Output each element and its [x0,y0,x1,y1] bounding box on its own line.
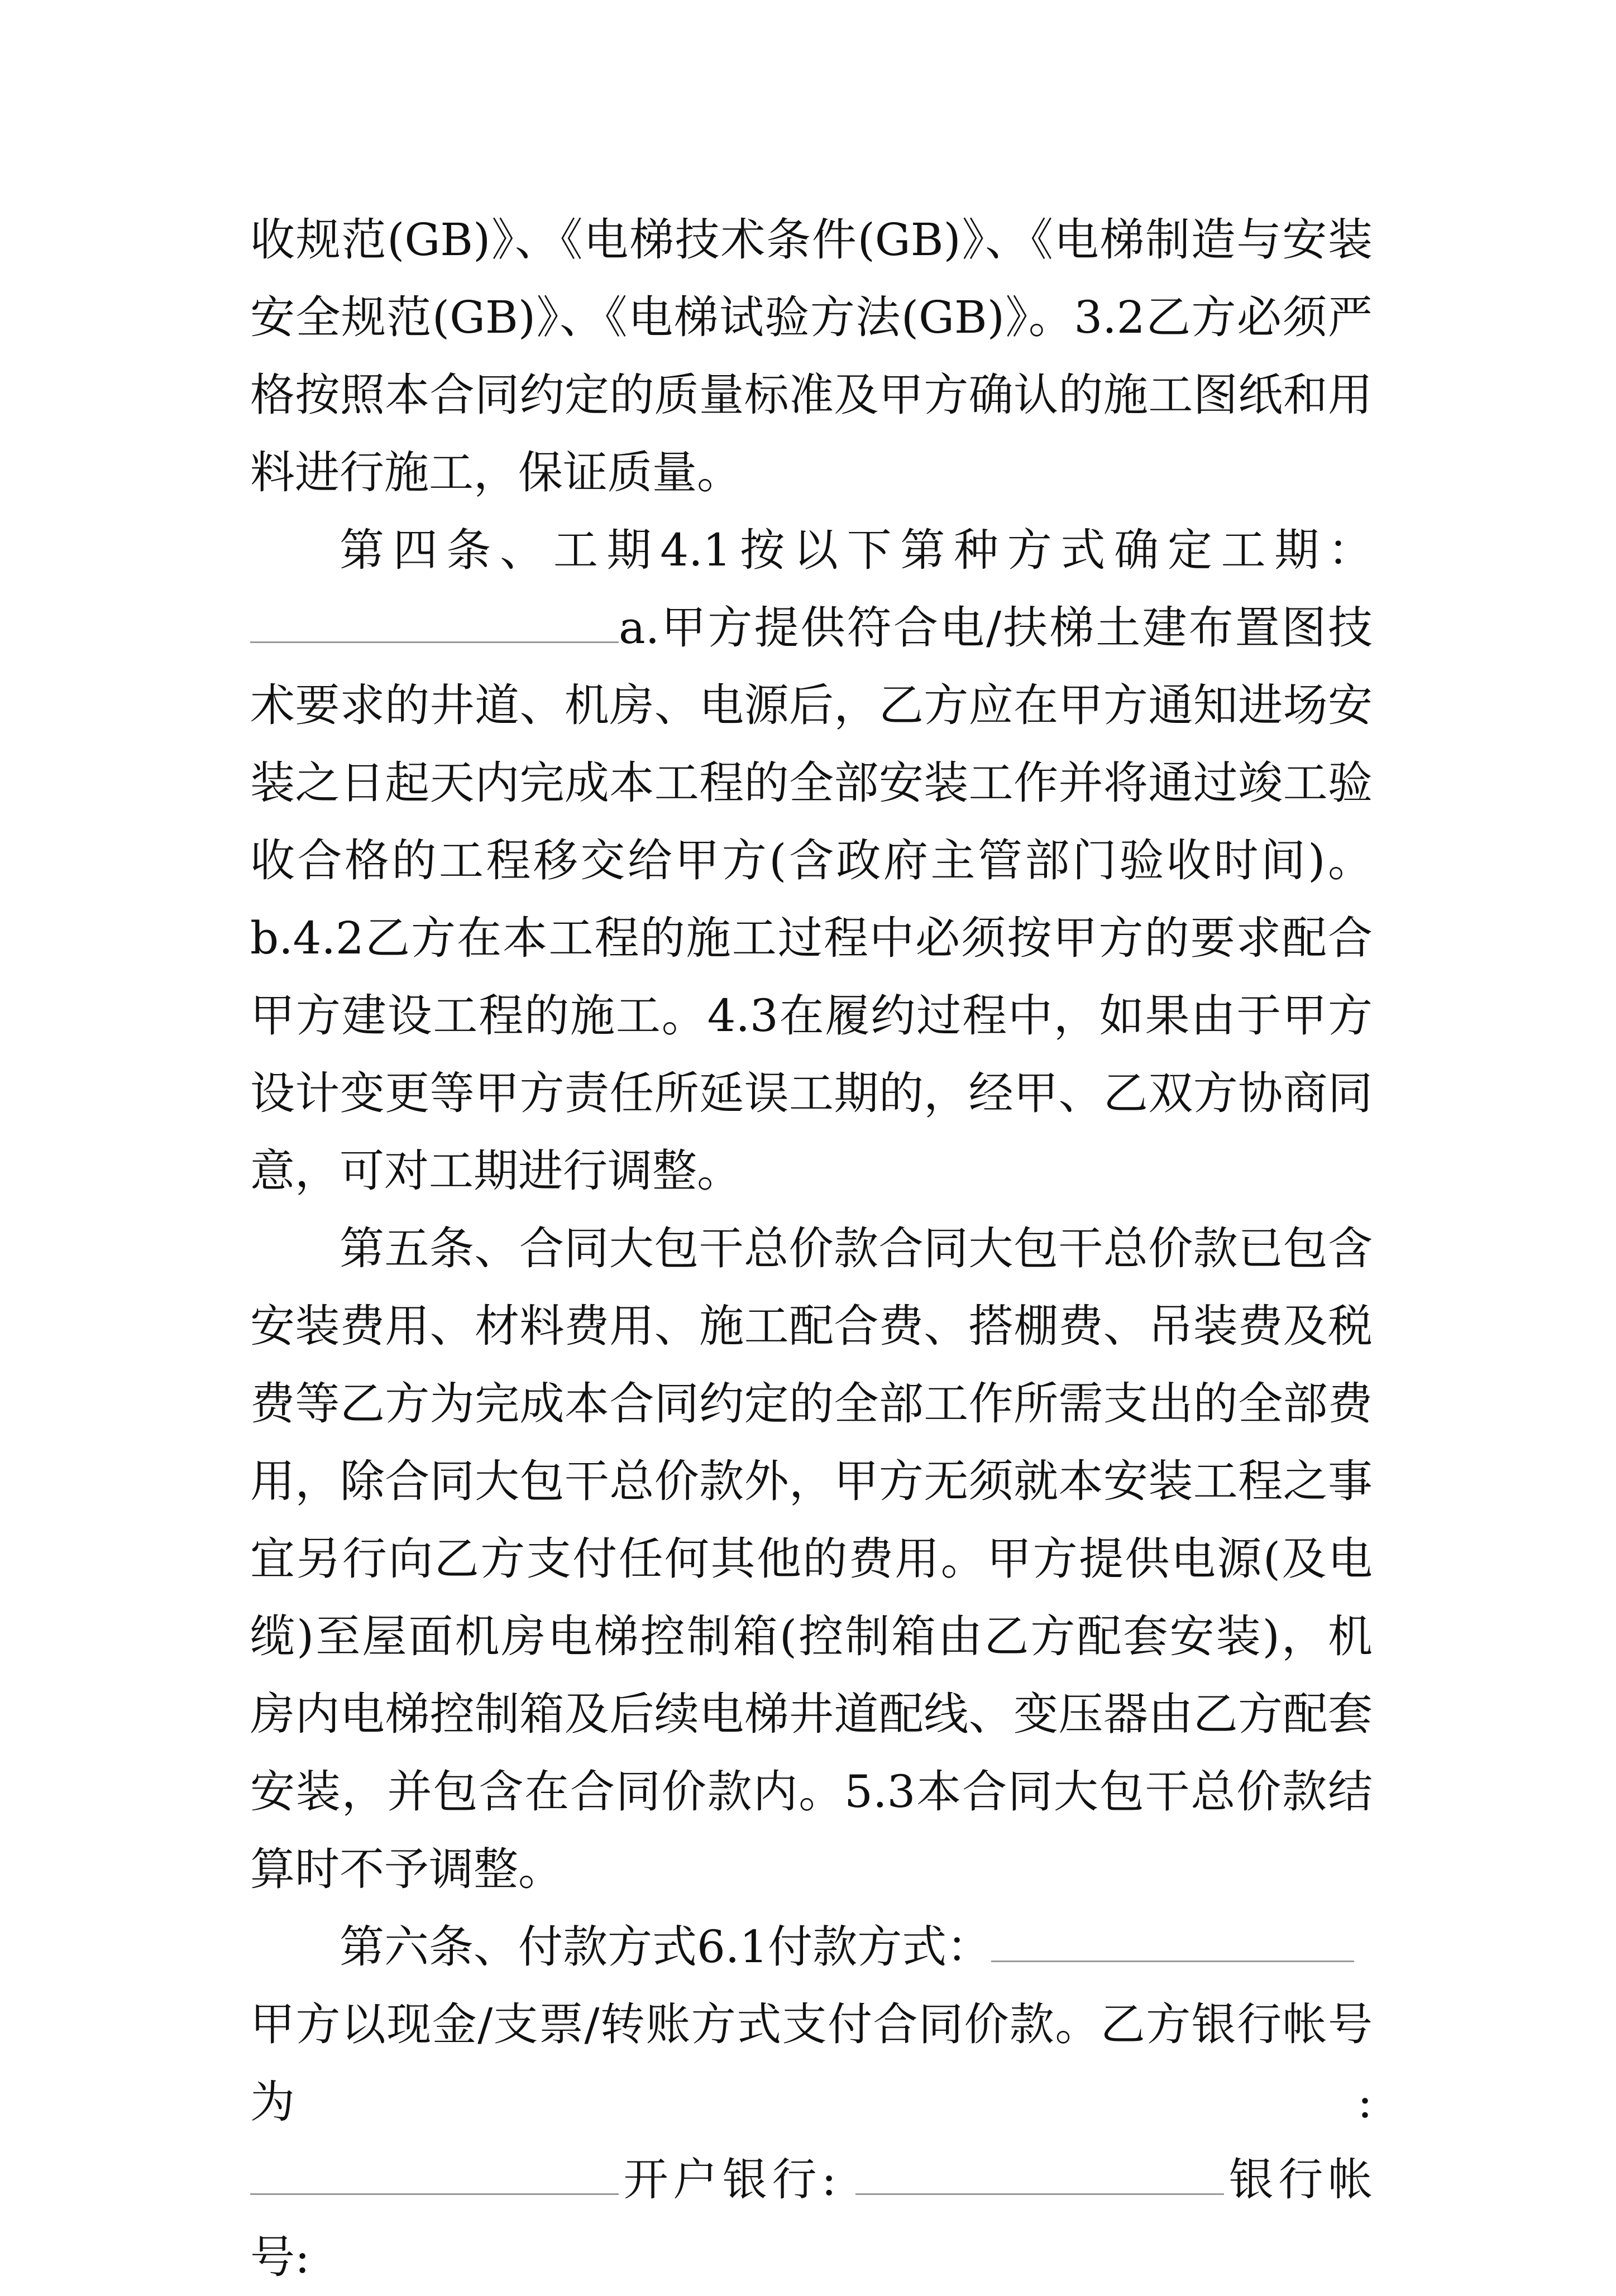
clause-4-text: a.甲方提供符合电/扶梯土建布置图技术要求的井道、机房、电源后，乙方应在甲方通知进场安装之日起天内完成本工程的全部安装工作并将通过竣工验收合格的工程移交给甲方(含政府主管部门验收时间)。b.4.2乙方在本工程的施工过程中必须按甲方的要求配合甲方建设工程的施工。4.3在履约过程中，如果由于甲方设计变更等甲方责任所延误工期的，经甲、乙双方协商同意，可对工期进行调整。 [250,602,1373,1197]
clause-6-heading: 第六条、付款方式6.1付款方式： [340,1921,992,1973]
clause-3-text: 收规范(GB)》、《电梯技术条件(GB)》、《电梯制造与安装安全规范(GB)》、《电梯试验方法(GB)》。3.2乙方必须严格按照本合同约定的质量标准及甲方确认的施工图纸和用料进行施工，保证质量。 [250,214,1373,498]
blank-line [250,602,619,643]
bank-account-label: 银行帐号: [250,2154,1373,2283]
clause-6-text: 甲方以现金/支票/转账方式支付合同价款。乙方银行帐号为: [250,1998,1373,2128]
blank-line [855,2154,1224,2195]
clause-5-text: 第五条、合同大包干总价款合同大包干总价款已包含安装费用、材料费用、施工配合费、搭棚费、吊装费及税费等乙方为完成本合同约定的全部工作所需支出的全部费用，除合同大包干总价款外，甲方无须就本安装工程之事宜另行向乙方支付任何其他的费用。甲方提供电源(及电缆)至屋面机房电梯控制箱(控制箱由乙方配套安装)，机房内电梯控制箱及后续电梯井道配线、变压器由乙方配套安装，并包含在合同价款内。5.3本合同大包干总价款结算时不予调整。 [250,1223,1373,1895]
blank-line [250,2154,619,2195]
clause-4 [250,511,1373,1210]
bank-name-label: 开户银行: [619,2154,837,2206]
document-page [250,201,1373,2296]
clause-4-heading: 第四条、工期4.1按以下第种方式确定工期： [340,524,1373,576]
blank-line [991,1921,1354,1962]
clause-6 [250,1908,1373,2296]
